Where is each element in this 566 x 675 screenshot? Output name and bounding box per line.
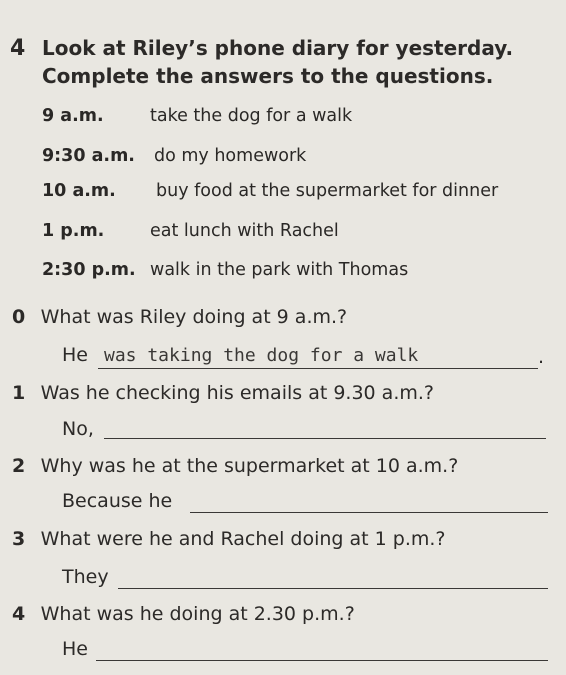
answer-end-punct: . [538,346,545,368]
question-number: 3 [12,528,26,550]
diary-entry [42,221,339,241]
question-text: What was he doing at 2.30 p.m.? [40,603,355,625]
answer-line-3[interactable] [118,588,548,589]
question-text: Was he checking his emails at 9.30 a.m.? [40,382,434,404]
question-1 [12,382,434,404]
question-3 [12,528,446,550]
answer-start: They [62,566,109,588]
diary-entry [42,146,307,166]
answer-start: Because he [62,490,173,512]
answer-start: He [62,638,88,660]
diary-entry [42,260,409,280]
answer-line-1[interactable] [104,438,546,439]
diary-entry [42,106,353,126]
question-4 [12,603,355,625]
answer-0 [62,344,88,366]
answer-line-0 [98,368,538,369]
answer-start: He [62,344,88,366]
question-number: 1 [12,382,26,404]
diary-activity: do my homework [154,146,307,166]
diary-activity: walk in the park with Thomas [150,260,409,280]
answer-1 [62,418,94,440]
question-number: 0 [12,306,26,328]
diary-time: 2:30 p.m. [42,260,136,280]
diary-activity: take the dog for a walk [150,106,353,126]
instruction-line-2: Complete the answers to the questions. [42,64,494,88]
instruction-line-1: Look at Riley’s phone diary for yesterday. [42,36,514,60]
question-text: What were he and Rachel doing at 1 p.m.? [40,528,446,550]
question-0 [12,306,347,328]
diary-time: 9 a.m. [42,106,104,126]
answer-start: No, [62,418,94,440]
answer-4 [62,638,88,660]
question-number: 4 [12,603,26,625]
answer-2 [62,490,172,512]
question-text: Why was he at the supermarket at 10 a.m.? [40,455,459,477]
diary-entry [42,181,499,201]
diary-time: 9:30 a.m. [42,146,135,166]
exercise-number: 4 [10,36,26,61]
question-2 [12,455,458,477]
diary-activity: buy food at the supermarket for dinner [156,181,499,201]
answer-3 [62,566,109,588]
handwritten-answer: was taking the dog for a walk [104,345,419,366]
answer-line-4[interactable] [96,660,548,661]
diary-time: 10 a.m. [42,181,116,201]
diary-time: 1 p.m. [42,221,105,241]
question-text: What was Riley doing at 9 a.m.? [40,306,348,328]
diary-activity: eat lunch with Rachel [150,221,339,241]
answer-line-2[interactable] [190,512,548,513]
question-number: 2 [12,455,26,477]
